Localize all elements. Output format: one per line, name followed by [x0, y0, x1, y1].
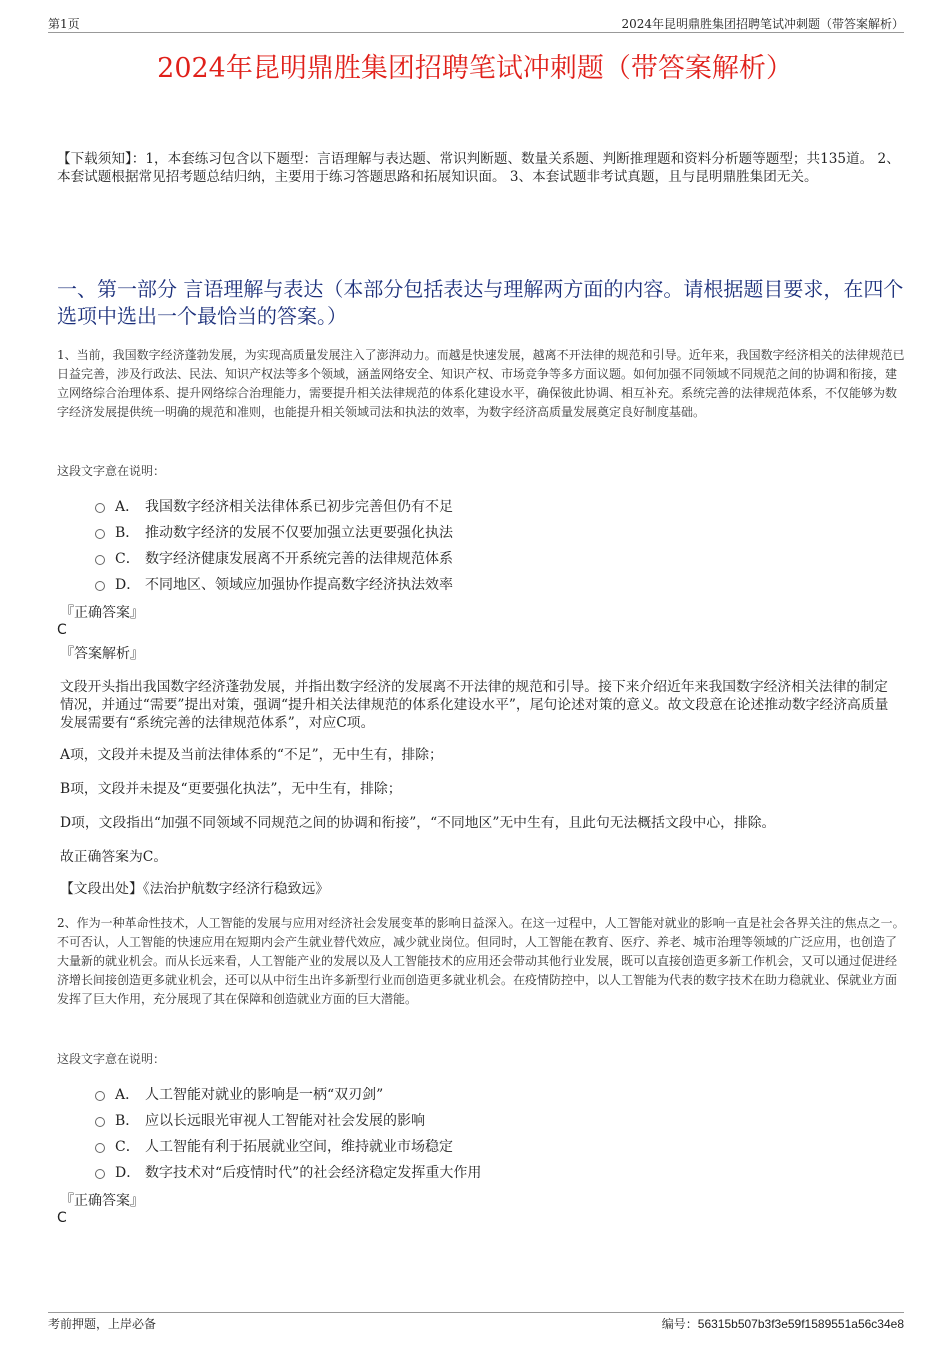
answer-label: 『正确答案』 — [60, 1193, 144, 1209]
question-2-text: 2、作为一种革命性技术，人工智能的发展与应用对经济社会发展变革的影响日益深入。在这一过程中，人工智能对就业的影响一直是社会各界关注的焦点之一。不可否认，人工智能的快速应用在短期内会产生就业替代效应，减少就业岗位。但同时，人工智能在教育、医疗、养老、城市治理等领域的广泛应用，也创造了大量新的就业机会。而从长远来看，人工智能产业的发展以及人工智能技术的应用还会带动其他行业发展，既可以直接创造更多新工作机会，又可以通过促进经济增长间接创造更多就业机会，还可以从中衍生出许多新型行业而创造更多就业机会。在疫情防控中，以人工智能为代表的数字技术在助力稳就业、保就业方面发挥了巨大作用，充分展现了其在保障和创造就业方面的巨大潜能。 — [57, 916, 905, 1006]
page-number: 第1页 — [48, 17, 80, 31]
answer-label: 『正确答案』 — [60, 605, 144, 621]
option-d[interactable]: D． 不同地区、领域应加强协作提高数字经济执法效率 — [95, 571, 453, 597]
radio-icon[interactable] — [95, 1117, 105, 1127]
question-2-options — [95, 1081, 481, 1185]
question-2-prompt: 这段文字意在说明： — [57, 1052, 166, 1066]
answer-value: C — [57, 622, 67, 638]
option-d[interactable]: D． 数字技术对“后疫情时代”的社会经济稳定发挥重大作用 — [95, 1159, 481, 1185]
option-b[interactable]: B． 应以长远眼光审视人工智能对社会发展的影响 — [95, 1107, 481, 1133]
page-title: 2024年昆明鼎胜集团招聘笔试冲刺题（带答案解析） — [157, 53, 793, 84]
radio-icon[interactable] — [95, 581, 105, 591]
analysis-conclusion: 故正确答案为C。 — [60, 849, 168, 865]
analysis-option-a: A项，文段并未提及当前法律体系的“不足”，无中生有，排除； — [60, 747, 443, 763]
option-b[interactable]: B． 推动数字经济的发展不仅要加强立法更要强化执法 — [95, 519, 453, 545]
analysis-paragraph: 文段开头指出我国数字经济蓬勃发展，并指出数字经济的发展离不开法律的规范和引导。接下来介绍近年来我国数字经济相关法律的制定情况，并通过“需要”提出对策，强调“提升相关法律规范的体系化建设水平”，尾句论述对策的意义。故文段意在论述推动数字经济高质量发展需要有“系统完善的法律规范体系”，对应C项。 — [60, 679, 889, 731]
analysis-option-d: D项，文段指出“加强不同领域不同规范之间的协调和衔接”，“不同地区”无中生有，且此句无法概括文段中心，排除。 — [60, 815, 776, 831]
question-1-options — [95, 493, 453, 597]
option-c[interactable]: C． 人工智能有利于拓展就业空间，维持就业市场稳定 — [95, 1133, 481, 1159]
option-c[interactable]: C． 数字经济健康发展离不开系统完善的法律规范体系 — [95, 545, 453, 571]
header-doc-title: 2024年昆明鼎胜集团招聘笔试冲刺题（带答案解析） — [621, 17, 904, 31]
download-notice: 【下载须知】：1，本套练习包含以下题型：言语理解与表达题、常识判断题、数量关系题、判断推理题和资料分析题等题型；共135道。 2、本套试题根据常见招考题总结归纳，主要用于练习答题思路和拓展知识面。 3、本套试题非考试真题，且与昆明鼎胜集团无关。 — [57, 151, 900, 185]
radio-icon[interactable] — [95, 1169, 105, 1179]
page-header — [48, 12, 904, 33]
footer-code: 编号：56315b507b3f3e59f1589551a56c34e8 — [661, 1317, 904, 1331]
radio-icon[interactable] — [95, 529, 105, 539]
question-1-text: 1、当前，我国数字经济蓬勃发展，为实现高质量发展注入了澎湃动力。而越是快速发展，越离不开法律的规范和引导。近年来，我国数字经济相关的法律规范已日益完善，涉及行政法、民法、知识产权法等多个领域，涵盖网络安全、知识产权、市场竞争等多方面议题。如何加强不同领域不同规范之间的协调和衔接，建立网络综合治理体系、提升网络综合治理能力，需要提升相关法律规范的体系化建设水平，确保彼此协调、相互补充。系统完善的法律规范体系，不仅能够为数字经济发展提供统一明确的规范和准则，也能提升相关领域司法和执法的效率，为数字经济高质量发展奠定良好制度基础。 — [57, 348, 905, 419]
analysis-option-b: B项，文段并未提及“更要强化执法”，无中生有，排除； — [60, 781, 402, 797]
option-a[interactable]: A． 我国数字经济相关法律体系已初步完善但仍有不足 — [95, 493, 453, 519]
section-title: 一、第一部分 言语理解与表达（本部分包括表达与理解两方面的内容。请根据题目要求，在四个选项中选出一个最恰当的答案。） — [57, 277, 904, 328]
page-footer — [48, 1312, 904, 1331]
footer-slogan: 考前押题，上岸必备 — [48, 1317, 157, 1331]
text-source: 【文段出处】《法治护航数字经济行稳致远》 — [60, 881, 330, 897]
option-a[interactable]: A． 人工智能对就业的影响是一柄“双刃剑” — [95, 1081, 481, 1107]
radio-icon[interactable] — [95, 555, 105, 565]
question-1-prompt: 这段文字意在说明： — [57, 464, 166, 478]
radio-icon[interactable] — [95, 503, 105, 513]
radio-icon[interactable] — [95, 1091, 105, 1101]
answer-value: C — [57, 1210, 67, 1226]
analysis-label: 『答案解析』 — [60, 646, 144, 662]
radio-icon[interactable] — [95, 1143, 105, 1153]
